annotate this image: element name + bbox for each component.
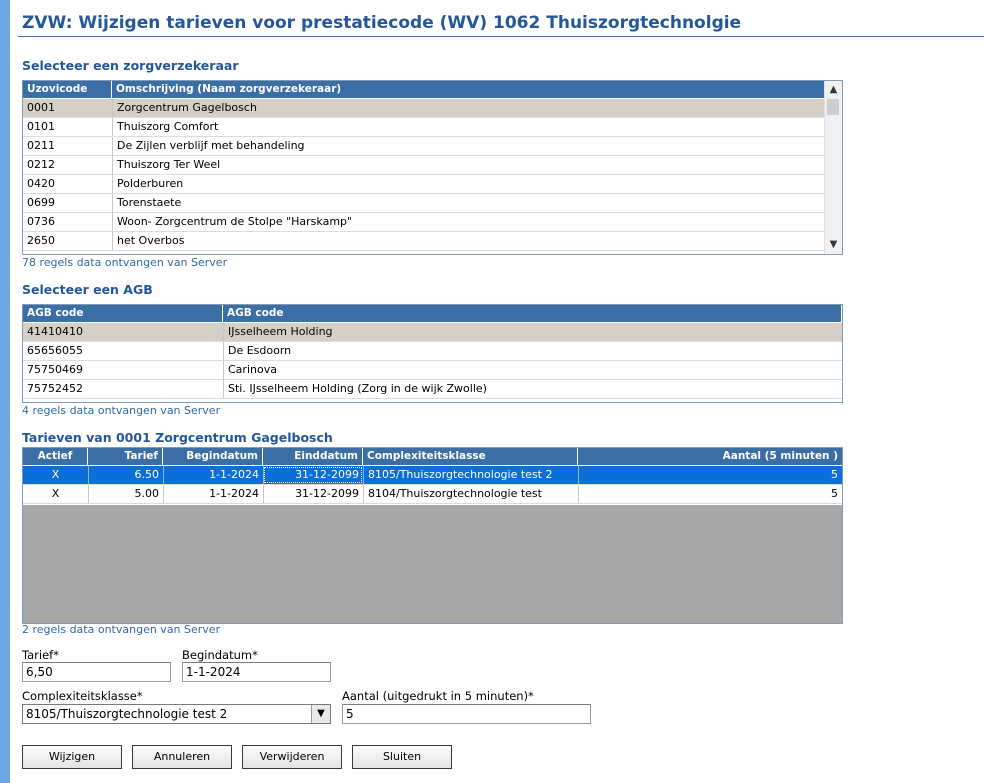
scroll-down-icon[interactable]: ▼ xyxy=(829,239,838,250)
insurer-scrollbar[interactable] xyxy=(824,81,842,254)
tariff-aantal: 5 xyxy=(578,485,842,503)
tariffs-col-aantal[interactable]: Aantal (5 minuten ) xyxy=(578,448,842,465)
agb-code: 75750469 xyxy=(27,363,83,376)
annuleren-button[interactable]: Annuleren xyxy=(132,745,232,769)
tariffs-row[interactable] xyxy=(23,485,842,504)
agb-status-text: 4 regels data ontvangen van Server xyxy=(22,404,221,417)
agb-col-name[interactable]: AGB code xyxy=(223,305,842,322)
left-border-bar xyxy=(0,0,10,783)
insurer-code: 0211 xyxy=(27,139,55,152)
scroll-up-icon[interactable]: ▲ xyxy=(829,84,838,95)
sluiten-button[interactable]: Sluiten xyxy=(352,745,452,769)
insurer-row[interactable] xyxy=(23,99,825,118)
tariff-einddatum: 31-12-2099 xyxy=(263,466,363,484)
insurer-code: 0420 xyxy=(27,177,55,190)
insurer-section-heading: Selecteer een zorgverzekeraar xyxy=(22,58,239,73)
tariff-complexiteitsklasse: 8104/Thuiszorgtechnologie test xyxy=(363,485,578,503)
insurer-name: het Overbos xyxy=(112,232,825,250)
tariff-einddatum: 31-12-2099 xyxy=(263,485,363,503)
aantal-input[interactable]: 5 xyxy=(342,704,591,724)
insurer-code: 2650 xyxy=(27,234,55,247)
insurer-name: Thuiszorg Comfort xyxy=(112,118,825,136)
insurer-name: Zorgcentrum Gagelbosch xyxy=(112,99,825,117)
tariff-actief: X xyxy=(51,468,60,481)
complexiteitsklasse-selected-value: 8105/Thuiszorgtechnologie test 2 xyxy=(26,707,228,721)
agb-code: 41410410 xyxy=(27,325,83,338)
insurer-name: Thuiszorg Ter Weel xyxy=(112,156,825,174)
page-title: ZVW: Wijzigen tarieven voor prestatiecode (WV) 1062 Thuiszorgtechnolgie xyxy=(22,13,742,33)
tariff-begindatum: 1-1-2024 xyxy=(163,466,263,484)
tariff-aantal: 5 xyxy=(578,466,842,484)
agb-row[interactable] xyxy=(23,323,842,342)
insurer-row[interactable] xyxy=(23,232,825,251)
tariff-begindatum: 1-1-2024 xyxy=(163,485,263,503)
insurer-name: Polderburen xyxy=(112,175,825,193)
insurer-name: De Zijlen verblijf met behandeling xyxy=(112,137,825,155)
begindatum-input[interactable]: 1-1-2024 xyxy=(182,662,331,682)
insurer-row[interactable] xyxy=(23,156,825,175)
agb-row[interactable] xyxy=(23,380,842,399)
agb-code: 65656055 xyxy=(27,344,83,357)
wijzigen-button[interactable]: Wijzigen xyxy=(22,745,122,769)
insurer-code: 0001 xyxy=(27,101,55,114)
insurer-grid xyxy=(22,80,843,255)
agb-section-heading: Selecteer een AGB xyxy=(22,282,153,297)
complexiteitsklasse-select[interactable] xyxy=(22,704,331,724)
tariff-complexiteitsklasse: 8105/Thuiszorgtechnologie test 2 xyxy=(363,466,578,484)
insurer-row[interactable] xyxy=(23,175,825,194)
tariffs-grid xyxy=(22,447,843,624)
insurer-code: 0212 xyxy=(27,158,55,171)
insurer-col-omschrijving[interactable]: Omschrijving (Naam zorgverzekeraar) xyxy=(112,81,825,98)
insurer-code: 0101 xyxy=(27,120,55,133)
tariffs-col-einddatum[interactable]: Einddatum xyxy=(263,448,363,465)
tariffs-col-complexiteitsklasse[interactable]: Complexiteitsklasse xyxy=(363,448,578,465)
tariffs-row[interactable] xyxy=(23,466,842,485)
insurer-name: Woon- Zorgcentrum de Stolpe "Harskamp" xyxy=(112,213,825,231)
tarief-input[interactable]: 6,50 xyxy=(22,662,171,682)
agb-name: De Esdoorn xyxy=(223,342,842,360)
tariffs-section-heading: Tarieven van 0001 Zorgcentrum Gagelbosch xyxy=(22,430,333,445)
tariffs-col-actief[interactable]: Actief xyxy=(23,448,88,465)
insurer-code: 0736 xyxy=(27,215,55,228)
aantal-label: Aantal (uitgedrukt in 5 minuten)* xyxy=(342,689,534,703)
tariffs-status-text: 2 regels data ontvangen van Server xyxy=(22,623,221,636)
agb-name: Sti. IJsselheem Holding (Zorg in de wijk Zwolle) xyxy=(223,380,842,398)
insurer-status-text: 78 regels data ontvangen van Server xyxy=(22,256,228,269)
agb-name: Carinova xyxy=(223,361,842,379)
agb-name: IJsselheem Holding xyxy=(223,323,842,341)
agb-row[interactable] xyxy=(23,342,842,361)
agb-grid xyxy=(22,304,843,403)
tariffs-col-begindatum[interactable]: Begindatum xyxy=(163,448,263,465)
agb-row[interactable] xyxy=(23,361,842,380)
agb-code: 75752452 xyxy=(27,382,83,395)
tariff-tarief: 6.50 xyxy=(88,466,163,484)
insurer-row[interactable] xyxy=(23,137,825,156)
tariffs-empty-area xyxy=(23,505,842,623)
verwijderen-button[interactable]: Verwijderen xyxy=(242,745,342,769)
insurer-row[interactable] xyxy=(23,118,825,137)
insurer-code: 0699 xyxy=(27,196,55,209)
tariffs-col-tarief[interactable]: Tarief xyxy=(88,448,163,465)
chevron-down-icon[interactable]: ▼ xyxy=(311,705,330,723)
agb-col-code[interactable]: AGB code xyxy=(23,305,223,322)
insurer-col-uzovicode[interactable]: Uzovicode xyxy=(23,81,112,98)
scrollbar-thumb[interactable] xyxy=(827,99,839,115)
title-divider xyxy=(18,36,984,37)
tarief-label: Tarief* xyxy=(22,648,59,662)
tariff-tarief: 5.00 xyxy=(88,485,163,503)
complexiteitsklasse-label: Complexiteitsklasse* xyxy=(22,689,143,703)
insurer-row[interactable] xyxy=(23,194,825,213)
insurer-row[interactable] xyxy=(23,213,825,232)
tariff-actief: X xyxy=(51,487,60,500)
insurer-name: Torenstaete xyxy=(112,194,825,212)
begindatum-label: Begindatum* xyxy=(182,648,258,662)
